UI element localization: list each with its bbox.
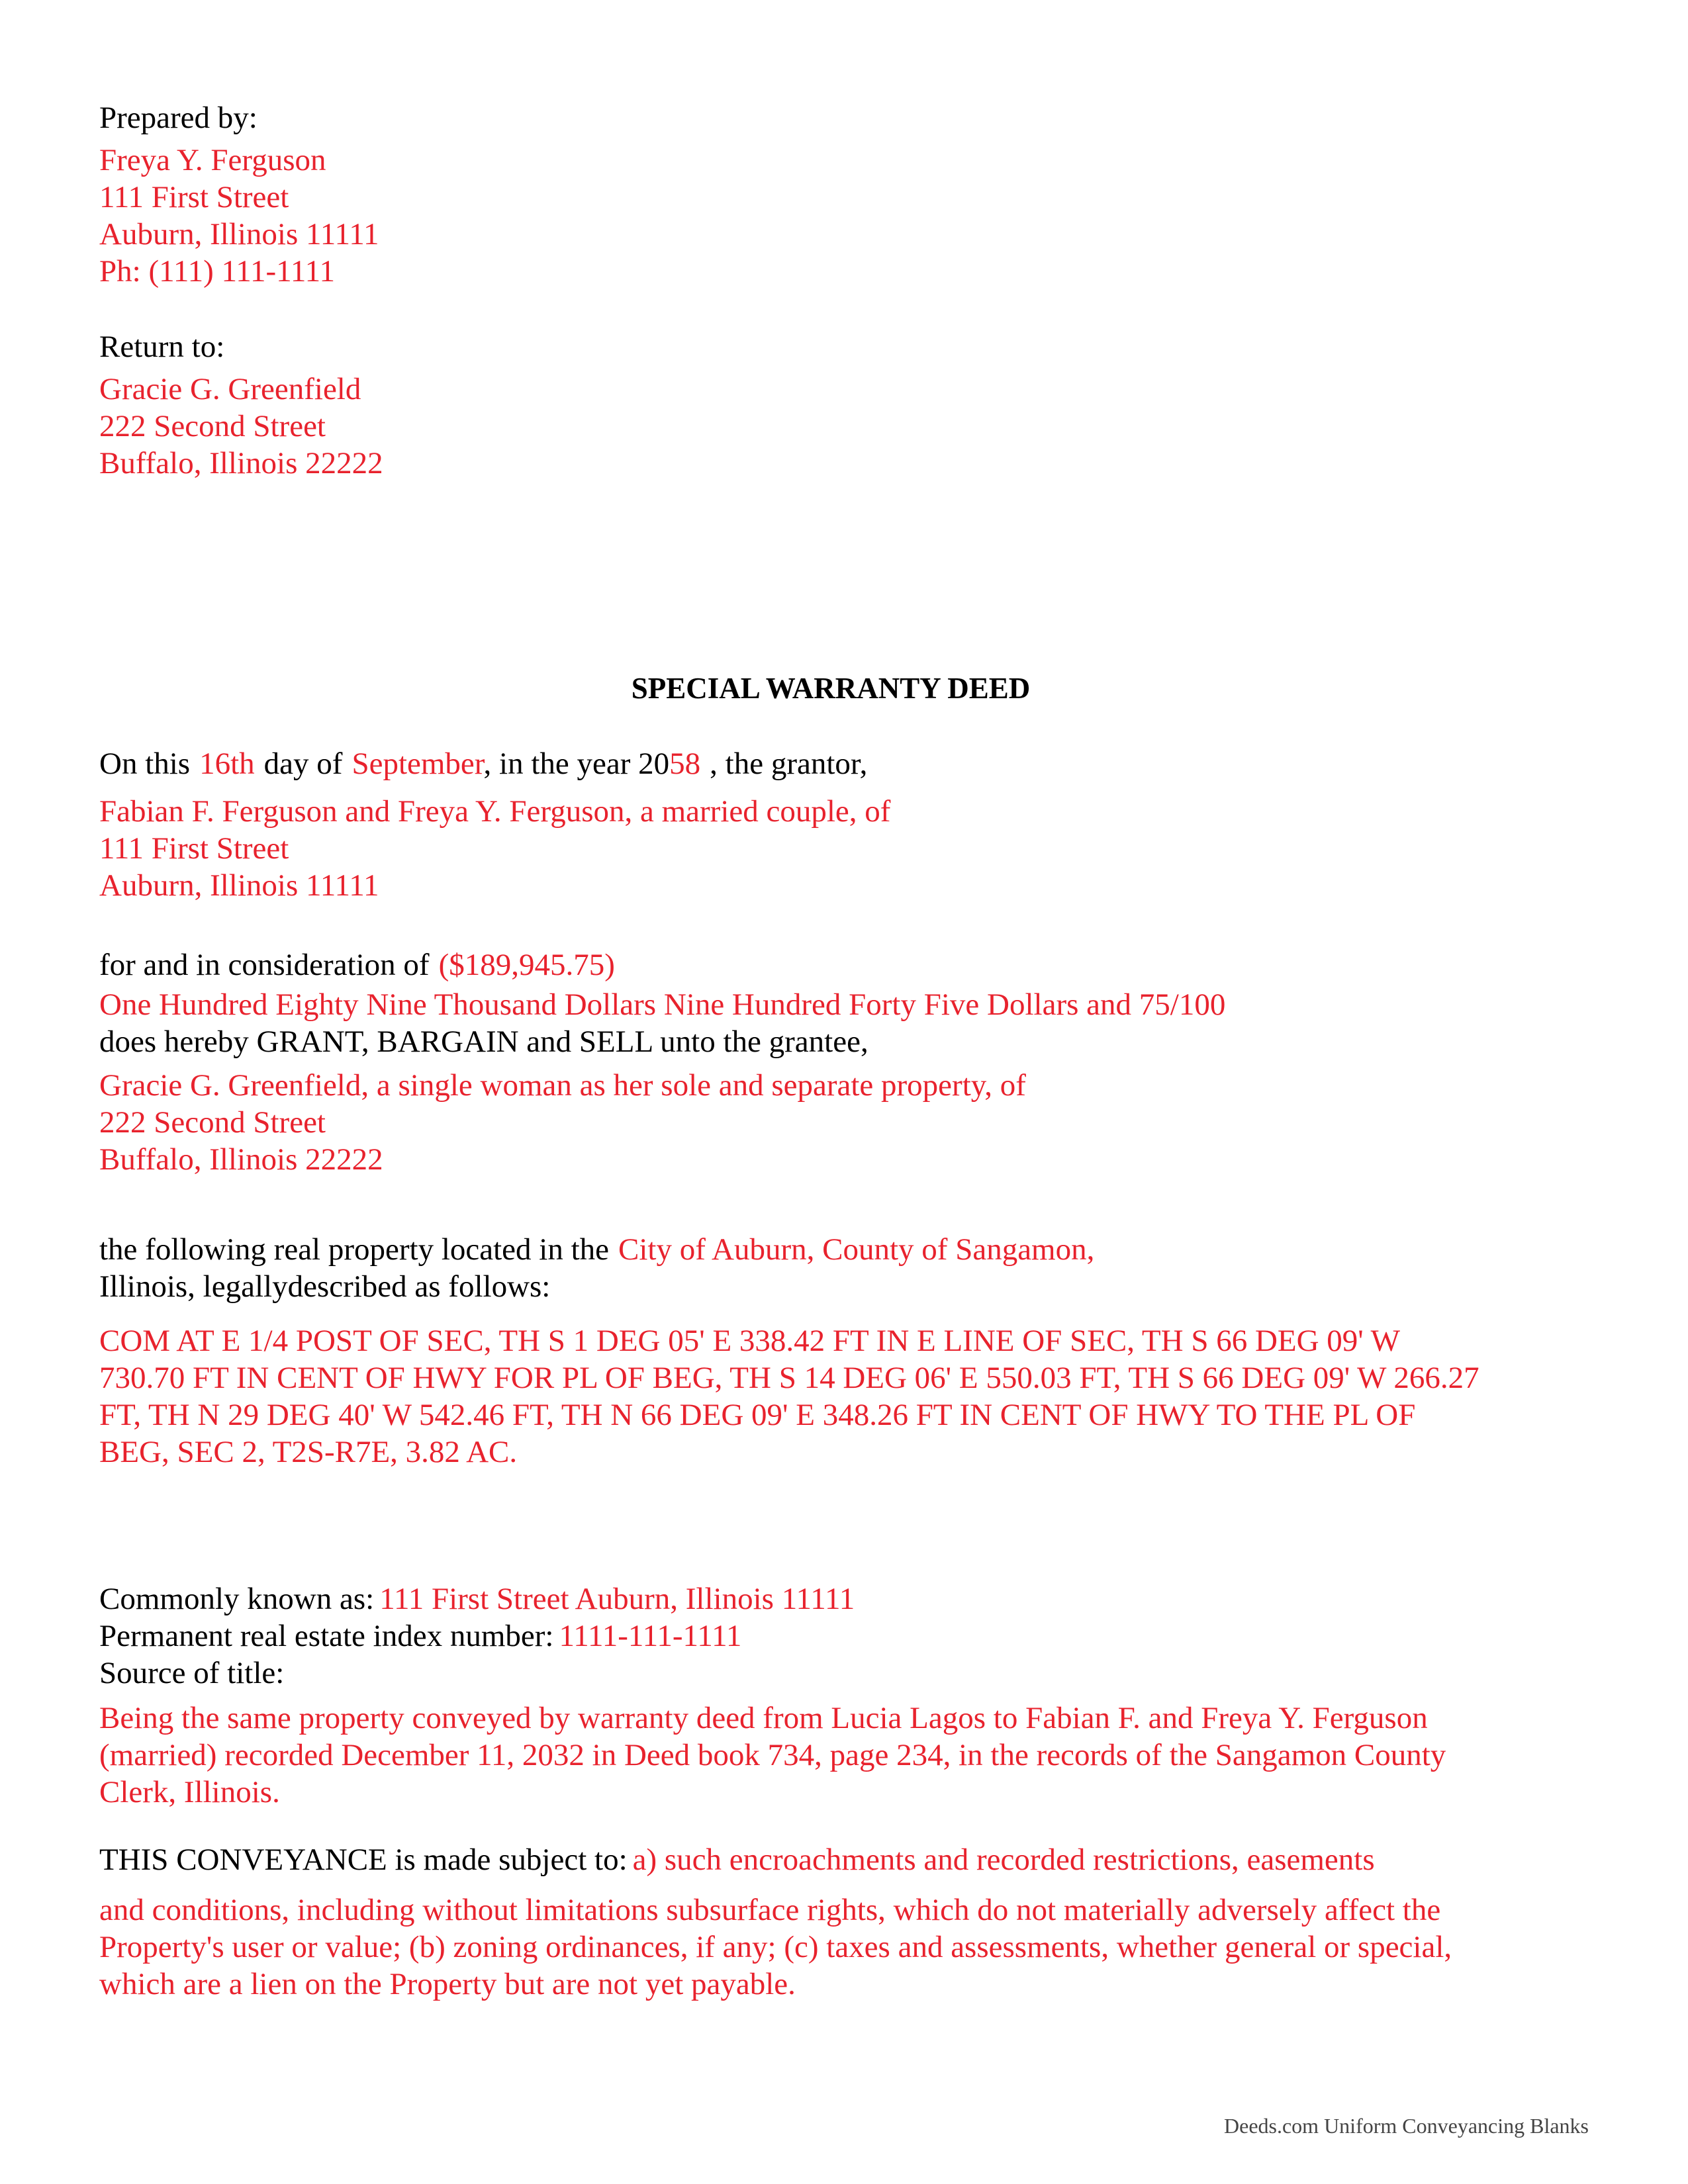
source-of-title: [99, 1700, 1446, 1811]
conveyance-first: a) such encroachments and recorded restrictions, easements: [632, 1843, 1375, 1877]
date-suffix: , the grantor,: [710, 747, 868, 781]
commonly-known-line: [99, 1580, 855, 1617]
legal-line: 730.70 FT IN CENT OF HWY FOR PL OF BEG, TH S 14 DEG 06' E 550.03 FT, TH S 66 DEG 09' W 266.27: [99, 1361, 1479, 1395]
legal-line: COM AT E 1/4 POST OF SEC, TH S 1 DEG 05' E 338.42 FT IN E LINE OF SEC, TH S 66 DEG 09' W: [99, 1324, 1401, 1358]
date-prefix: On this: [99, 747, 191, 781]
legal-line: FT, TH N 29 DEG 40' W 542.46 FT, TH N 66 DEG 09' E 348.26 FT IN CENT OF HWY TO THE PL OF: [99, 1398, 1416, 1432]
preparer-phone: Ph: (111) 111-1111: [99, 254, 335, 289]
conveyance-conditions: [99, 1891, 1452, 2003]
index-number-value: 1111-111-1111: [559, 1619, 742, 1653]
grantee-city: Buffalo, Illinois 22222: [99, 1142, 383, 1177]
preparer-street: 111 First Street: [99, 180, 289, 214]
grantor-city: Auburn, Illinois 11111: [99, 868, 379, 903]
prepared-by-label: Prepared by:: [99, 101, 258, 135]
property-location: City of Auburn, County of Sangamon,: [618, 1232, 1095, 1267]
date-in-year: , in the year 20: [483, 747, 670, 781]
conveyance-line-text: Property's user or value; (b) zoning ordinances, if any; (c) taxes and assessments, whether general or special,: [99, 1930, 1452, 1964]
legal-line: BEG, SEC 2, T2S-R7E, 3.82 AC.: [99, 1435, 518, 1469]
source-of-title-label: Source of title:: [99, 1656, 285, 1690]
grant-text: does hereby GRANT, BARGAIN and SELL unto the grantee,: [99, 1024, 868, 1059]
date-year-suffix: 58: [669, 747, 701, 781]
legal-description: [99, 1322, 1479, 1471]
return-street: 222 Second Street: [99, 409, 326, 443]
conveyance-prefix: THIS CONVEYANCE is made subject to:: [99, 1843, 628, 1877]
preparer-city: Auburn, Illinois 11111: [99, 217, 379, 251]
deed-title: SPECIAL WARRANTY DEED: [631, 672, 1031, 705]
source-line: Clerk, Illinois.: [99, 1775, 280, 1809]
date-month: September: [352, 747, 484, 781]
grantee-names: Gracie G. Greenfield, a single woman as her sole and separate property, of: [99, 1068, 1026, 1103]
property-block: [99, 1231, 1094, 1305]
common-block: [99, 1580, 855, 1692]
property-line2: Illinois, legallydescribed as follows:: [99, 1269, 551, 1304]
grantor-names: Fabian F. Ferguson and Freya Y. Ferguson, a married couple, of: [99, 794, 891, 829]
commonly-known-label: Commonly known as:: [99, 1582, 375, 1616]
preparer-name: Freya Y. Ferguson: [99, 143, 326, 177]
return-to-section: [99, 328, 383, 482]
footer-brand: Deeds.com Uniform Conveyancing Blanks: [1224, 2114, 1589, 2138]
index-number-line: [99, 1617, 855, 1655]
date-line: [99, 745, 867, 782]
consideration-prefix: for and in consideration of: [99, 948, 430, 982]
consideration-amount: ($189,945.75): [438, 948, 615, 982]
date-day: 16th: [199, 747, 255, 781]
conveyance-line-text: and conditions, including without limitations subsurface rights, which do not materially adversely affect the: [99, 1893, 1441, 1927]
conveyance-line-text: which are a lien on the Property but are not yet payable.: [99, 1967, 796, 2001]
conveyance-line: [99, 1841, 1375, 1878]
grantor-block: [99, 793, 890, 904]
prepared-by-section: [99, 99, 379, 290]
grantor-street: 111 First Street: [99, 831, 289, 866]
property-prefix: the following real property located in the: [99, 1232, 610, 1267]
grantee-street: 222 Second Street: [99, 1105, 326, 1140]
source-line: (married) recorded December 11, 2032 in Deed book 734, page 234, in the records of the Sangamon County: [99, 1738, 1446, 1772]
date-day-of: day of: [263, 747, 343, 781]
commonly-known-value: 111 First Street Auburn, Illinois 11111: [379, 1582, 855, 1616]
consideration-block: [99, 946, 1225, 1060]
return-to-label: Return to:: [99, 330, 225, 364]
return-city: Buffalo, Illinois 22222: [99, 446, 383, 480]
consideration-words: One Hundred Eighty Nine Thousand Dollars Nine Hundred Forty Five Dollars and 75/100: [99, 987, 1226, 1022]
source-line: Being the same property conveyed by warranty deed from Lucia Lagos to Fabian F. and Freya Y. Ferguson: [99, 1701, 1428, 1735]
index-number-label: Permanent real estate index number:: [99, 1619, 554, 1653]
grantee-block: [99, 1067, 1026, 1178]
return-name: Gracie G. Greenfield: [99, 372, 361, 406]
property-line: [99, 1231, 1094, 1268]
consideration-line: [99, 946, 1225, 983]
